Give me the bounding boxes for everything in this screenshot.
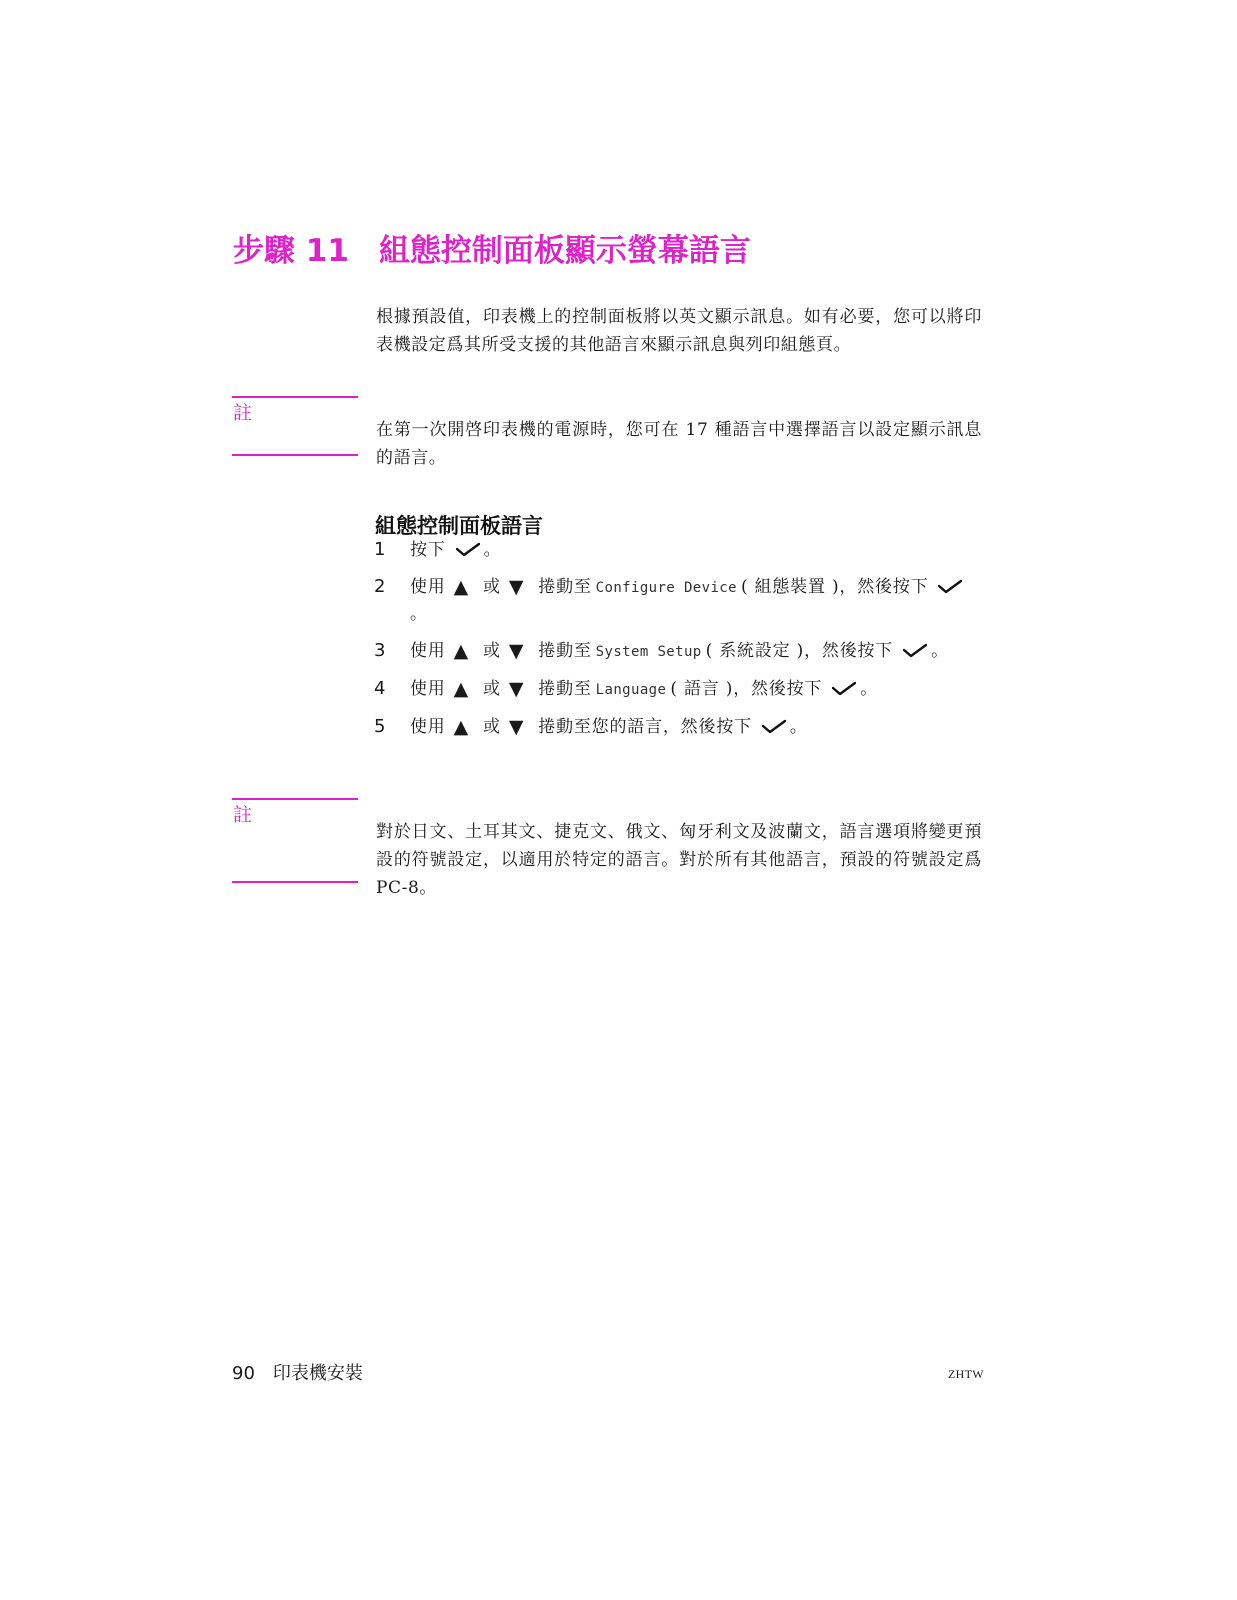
step-number: 4 <box>374 678 387 699</box>
sub-heading: 組態控制面板語言 <box>375 514 543 539</box>
menu-item-name: System Setup <box>595 644 702 660</box>
heading-title: 組態控制面板顯示螢幕語言 <box>378 232 751 269</box>
step-text: 捲動至 <box>538 679 592 699</box>
note-text: 對於日文、土耳其文、捷克文、俄文、匈牙利文及波蘭文，語言選項將變更預設的符號設定，以適用於特定的語言。對於所有其他語言，預設的符號設定爲 PC-8。 <box>376 822 982 898</box>
step-text: 使用 <box>410 577 446 597</box>
step-text: 。 <box>789 717 808 737</box>
up-arrow-icon: ▲ <box>453 640 470 662</box>
step-text: ( 組態裝置 ) <box>740 577 840 597</box>
step-number: 5 <box>374 716 387 737</box>
intro-paragraph: 根據預設值，印表機上的控制面板將以英文顯示訊息。如有必要，您可以將印表機設定爲其所受支援的其他語言來顯示訊息與列印組態頁。 <box>376 307 982 355</box>
section-name: 印表機安裝 <box>272 1363 363 1384</box>
page-heading <box>233 229 751 273</box>
note-rule-top <box>232 798 358 800</box>
language-code: ZHTW <box>948 1367 984 1381</box>
step-text: 或 <box>483 641 501 661</box>
menu-item-name: Language <box>595 682 667 698</box>
note-label: 註 <box>233 402 253 424</box>
step-text: 。 <box>860 679 878 699</box>
up-arrow-icon: ▲ <box>453 576 470 598</box>
step-text: 。 <box>483 540 502 560</box>
down-arrow-icon: ▼ <box>508 716 525 738</box>
up-arrow-icon: ▲ <box>453 678 470 700</box>
page-footer <box>232 1361 363 1387</box>
step-number: 2 <box>374 576 387 597</box>
checkmark-icon <box>938 579 962 593</box>
step-text: 捲動至 <box>538 577 592 597</box>
step-text: 使用 <box>410 679 446 699</box>
step-number: 1 <box>374 539 387 560</box>
step-number: 3 <box>374 640 387 661</box>
step-text: 使用 <box>410 641 446 661</box>
step-text: 捲動至 <box>538 641 592 661</box>
step-text: 使用 <box>410 717 446 737</box>
step-item <box>374 714 984 740</box>
step-text: ，然後按下 <box>804 641 894 661</box>
step-text: 按下 <box>410 540 446 560</box>
step-text: ( 語言 ) <box>670 679 734 699</box>
up-arrow-icon: ▲ <box>453 716 470 738</box>
step-text: 或 <box>483 577 501 597</box>
step-text: ( 系統設定 ) <box>705 641 805 661</box>
step-text: 。 <box>410 604 428 624</box>
step-text: ，然後按下 <box>839 577 929 597</box>
page-number: 90 <box>232 1363 255 1384</box>
step-text: 。 <box>931 641 949 661</box>
step-item <box>374 638 984 665</box>
note-text: 在第一次開啓印表機的電源時，您可在 17 種語言中選擇語言以設定顯示訊息的語言。 <box>376 420 982 468</box>
note-label: 註 <box>233 804 253 826</box>
checkmark-icon <box>762 719 786 733</box>
step-text: 捲動至您的語言，然後按下 <box>538 717 752 737</box>
step-text: ，然後按下 <box>733 679 823 699</box>
step-text: 或 <box>483 679 501 699</box>
down-arrow-icon: ▼ <box>508 678 525 700</box>
checkmark-icon <box>456 542 480 556</box>
step-text: 或 <box>483 717 501 737</box>
note-rule-bottom <box>232 454 358 456</box>
down-arrow-icon: ▼ <box>508 640 525 662</box>
step-item <box>374 574 984 627</box>
down-arrow-icon: ▼ <box>508 576 525 598</box>
step-item <box>374 676 984 703</box>
note-rule-top <box>232 396 358 398</box>
note-rule-bottom <box>232 881 358 883</box>
steps-list <box>374 537 984 751</box>
checkmark-icon <box>903 643 927 657</box>
step-number: 步驟 11 <box>233 232 349 269</box>
menu-item-name: Configure Device <box>595 580 737 596</box>
checkmark-icon <box>832 681 856 695</box>
step-item <box>374 537 984 563</box>
